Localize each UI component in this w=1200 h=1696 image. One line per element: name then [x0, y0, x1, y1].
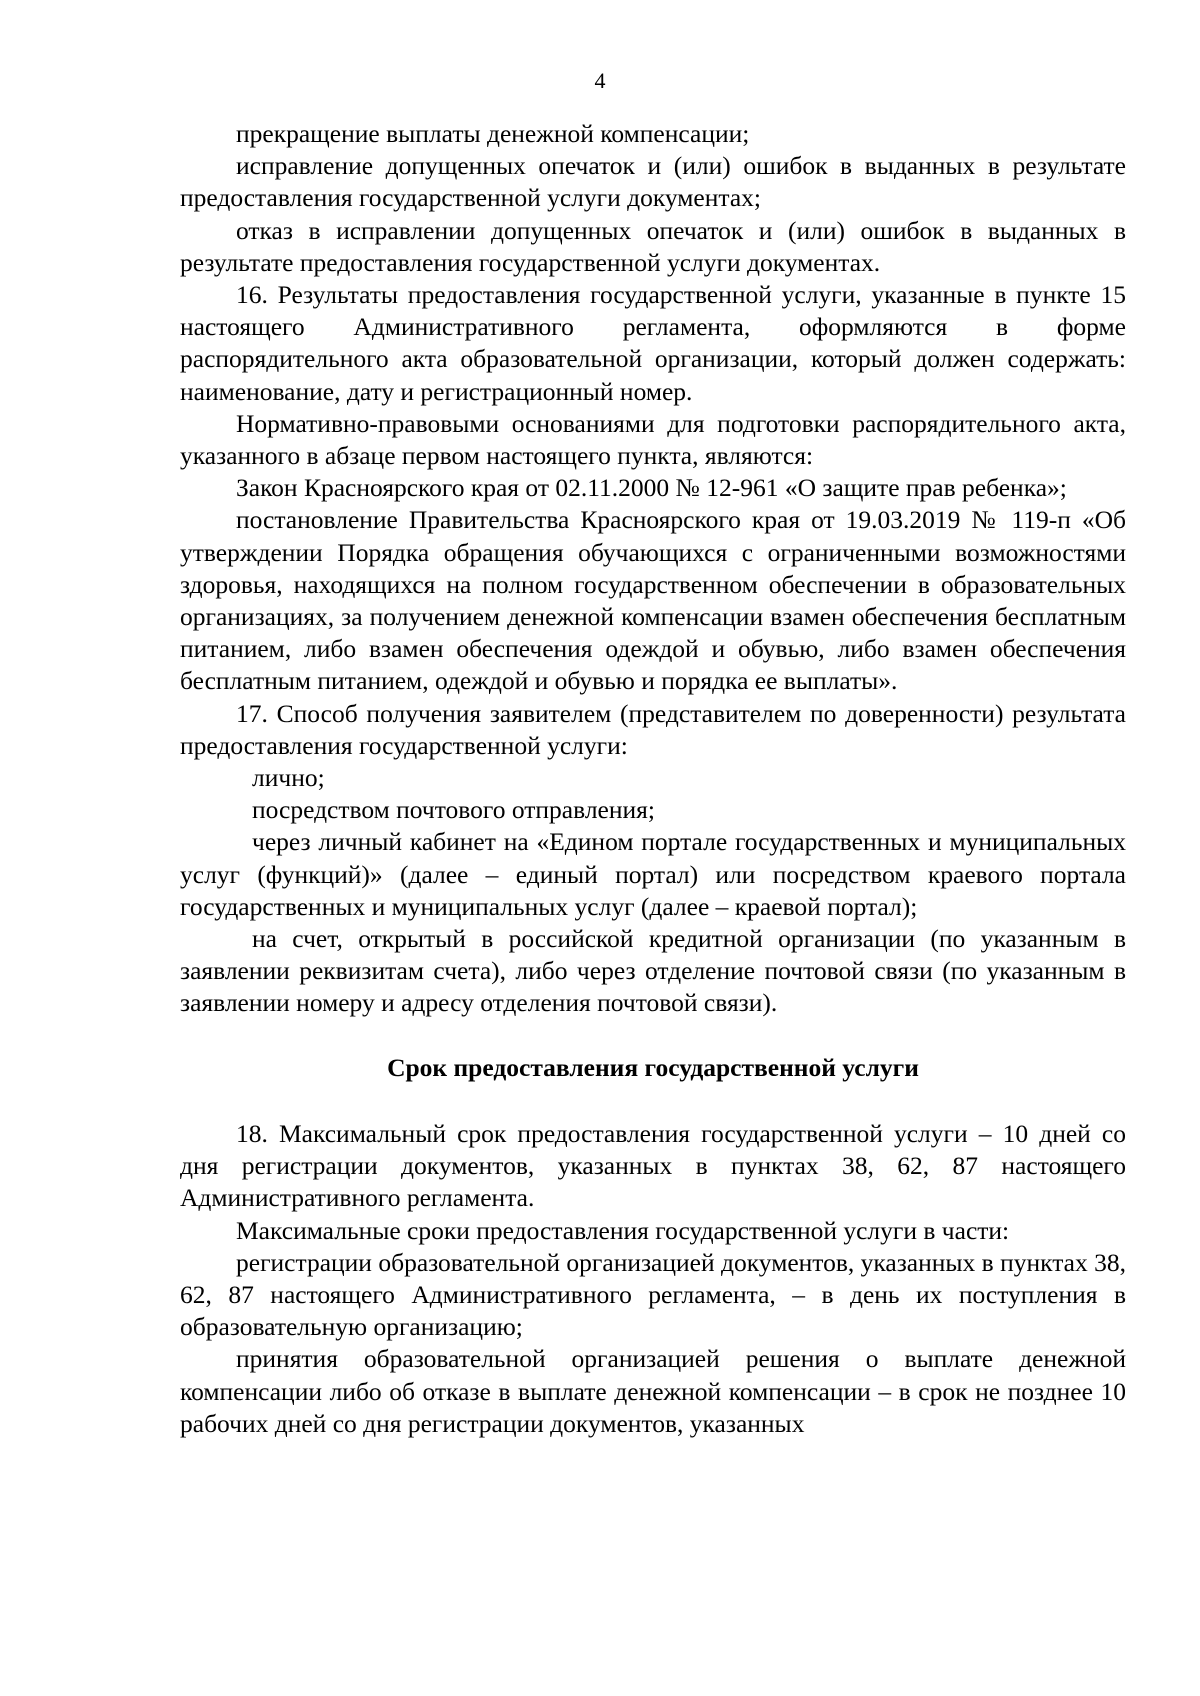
paragraph: 16. Результаты предоставления государственной услуги, указанные в пункте 15 настоящего Административного регламента, оформляются в форме распорядительного акта образовательной организации, который должен содержать: наименование, дату и регистрационный номер. [180, 280, 1126, 406]
section-heading: Срок предоставления государственной услуги [387, 1052, 919, 1082]
paragraph: принятия образовательной организацией решения о выплате денежной компенсации либо об отказе в выплате денежной компенсации – в срок не позднее 10 рабочих дней со дня регистрации документов, указанных [180, 1344, 1126, 1438]
paragraph: постановление Правительства Красноярского края от 19.03.2019 № 119-п «Об утверждении Порядка обращения обучающихся с ограниченными возможностями здоровья, находящихся на полном государственном обеспечении в образовательных организациях, за получением денежной компенсации взамен обеспечения бесплатным питанием, либо взамен обеспечения одеждой и обувью, либо взамен обеспечения бесплатным питанием, одеждой и обувью и порядка ее выплаты». [180, 505, 1126, 696]
paragraph: посредством почтового отправления; [252, 795, 655, 825]
paragraph: прекращение выплаты денежной компенсации; [236, 119, 750, 148]
paragraph: лично; [252, 763, 325, 793]
paragraph: исправление допущенных опечаток и (или) ошибок в выданных в результате предоставления государственной услуги документах; [180, 151, 1126, 213]
paragraph: Закон Красноярского края от 02.11.2000 № 12-961 «О защите прав ребенка»; [236, 473, 1067, 503]
paragraph: через личный кабинет на «Едином портале государственных и муниципальных услуг (функций)» (далее – единый портал) или посредством краевого портала государственных и муниципальных услуг (далее – краевой портал); [180, 827, 1126, 921]
paragraph: Максимальные сроки предоставления государственной услуги в части: [236, 1215, 1010, 1245]
paragraph: отказ в исправлении допущенных опечаток и (или) ошибок в выданных в результате предоставления государственной услуги документах. [180, 215, 1126, 277]
paragraph: 17. Способ получения заявителем (представителем по доверенности) результата предоставления государственной услуги: [180, 698, 1126, 760]
paragraph: 18. Максимальный срок предоставления государственной услуги – 10 дней со дня регистрации документов, указанных в пунктах 38, 62, 87 настоящего Административного регламента. [180, 1118, 1126, 1213]
paragraph: на счет, открытый в российской кредитной организации (по указанным в заявлении реквизитам счета), либо через отделение почтовой связи (по указанным в заявлении номеру и адресу отделения почтовой связи). [180, 924, 1126, 1018]
page-number: 4 [594, 68, 606, 93]
document-body [180, 118, 1126, 1440]
paragraph: регистрации образовательной организацией документов, указанных в пунктах 38, 62, 87 настоящего Административного регламента, – в день их поступления в образовательную организацию; [180, 1247, 1126, 1342]
paragraph: Нормативно-правовыми основаниями для подготовки распорядительного акта, указанного в абзаце первом настоящего пункта, являются: [180, 408, 1126, 471]
